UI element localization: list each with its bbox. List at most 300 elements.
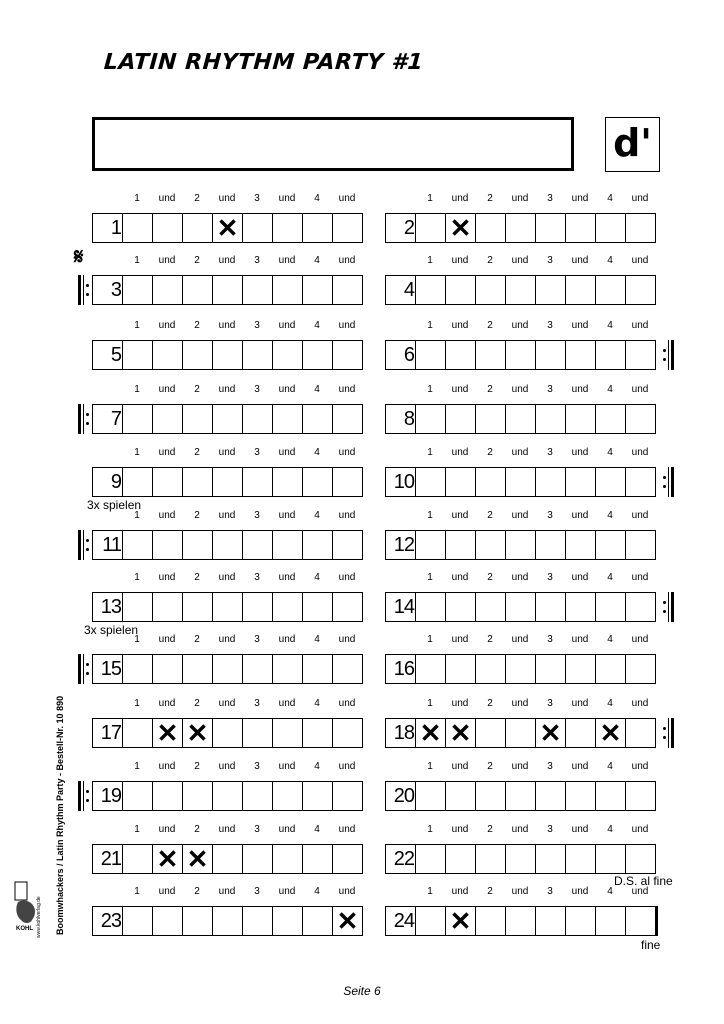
beat-cell[interactable]: [152, 654, 182, 684]
beat-label: und: [631, 824, 649, 835]
beat-cell[interactable]: [332, 275, 363, 305]
beat-label: und: [338, 698, 356, 709]
beat-label: 4: [314, 761, 320, 772]
beat-cell[interactable]: [272, 340, 302, 370]
beat-cell[interactable]: [332, 530, 363, 560]
bar-number: 7: [92, 404, 122, 434]
beat-cell[interactable]: [475, 592, 505, 622]
beat-cell[interactable]: [595, 592, 625, 622]
beat-cell[interactable]: [242, 654, 272, 684]
beat-cell[interactable]: [625, 213, 656, 243]
beat-cell[interactable]: [565, 530, 595, 560]
beat-cell[interactable]: [212, 844, 242, 874]
beat-cell[interactable]: [565, 906, 595, 936]
beat-cell[interactable]: [595, 844, 625, 874]
beat-cell[interactable]: [332, 340, 363, 370]
beat-cell[interactable]: [625, 467, 656, 497]
beat-cell[interactable]: [505, 213, 535, 243]
beat-cell[interactable]: [535, 654, 565, 684]
beat-label: 1: [134, 761, 140, 772]
beat-cell[interactable]: [122, 275, 152, 305]
bar-number: 12: [385, 530, 415, 560]
beat-cell[interactable]: [625, 906, 658, 936]
beat-cell[interactable]: [475, 340, 505, 370]
beat-cell[interactable]: [242, 592, 272, 622]
beat-cell[interactable]: [415, 467, 445, 497]
beat-cell-hit[interactable]: ✕: [535, 718, 565, 748]
beat-cell[interactable]: [505, 654, 535, 684]
beat-cell[interactable]: [595, 340, 625, 370]
beat-label: 4: [314, 824, 320, 835]
beat-label: 2: [194, 447, 200, 458]
beat-cell[interactable]: [595, 530, 625, 560]
beat-cell[interactable]: [182, 275, 212, 305]
beat-cell[interactable]: [332, 213, 363, 243]
beat-cell[interactable]: [122, 718, 152, 748]
beat-label: und: [158, 698, 176, 709]
logo-url: www.kohlverlag.de: [36, 896, 42, 938]
beat-cell[interactable]: [595, 467, 625, 497]
beat-cell[interactable]: [505, 592, 535, 622]
beat-cell[interactable]: [475, 718, 505, 748]
beat-label: und: [338, 384, 356, 395]
beat-cell[interactable]: [625, 275, 656, 305]
beat-label: und: [278, 447, 296, 458]
beat-cell[interactable]: [475, 844, 505, 874]
beat-label: 3: [547, 320, 553, 331]
beat-cell[interactable]: [302, 340, 332, 370]
beat-cell[interactable]: [122, 781, 152, 811]
beat-cell[interactable]: [475, 906, 505, 936]
beat-label: und: [158, 384, 176, 395]
beat-label: und: [511, 761, 529, 772]
beat-label: 3: [254, 761, 260, 772]
beat-label: und: [631, 761, 649, 772]
beat-cell[interactable]: [122, 844, 152, 874]
beat-label: und: [451, 510, 469, 521]
beat-cell[interactable]: [625, 592, 656, 622]
beat-cell[interactable]: [505, 340, 535, 370]
beat-cell[interactable]: [445, 275, 475, 305]
beat-cell[interactable]: [332, 404, 363, 434]
beat-cell[interactable]: [625, 654, 656, 684]
beat-cell[interactable]: [182, 781, 212, 811]
beat-cell[interactable]: [272, 592, 302, 622]
beat-cell[interactable]: [122, 404, 152, 434]
beat-label: 2: [194, 384, 200, 395]
beat-cell[interactable]: [182, 404, 212, 434]
beat-cell-hit[interactable]: ✕: [445, 718, 475, 748]
beat-cell[interactable]: [475, 530, 505, 560]
beat-cell[interactable]: [445, 654, 475, 684]
beat-label: und: [571, 510, 589, 521]
beat-cell[interactable]: [595, 654, 625, 684]
beat-cell[interactable]: [332, 781, 363, 811]
beat-cell[interactable]: [212, 340, 242, 370]
beat-label: 1: [427, 193, 433, 204]
bar-number: 18: [385, 718, 415, 748]
beat-cell[interactable]: [535, 467, 565, 497]
beat-label: und: [218, 572, 236, 583]
bar-number: 3: [92, 275, 122, 305]
beat-label: 3: [254, 320, 260, 331]
beat-cell[interactable]: [272, 654, 302, 684]
beat-cell[interactable]: [212, 718, 242, 748]
beat-cell[interactable]: [565, 340, 595, 370]
beat-cell[interactable]: [302, 654, 332, 684]
beat-label: 4: [607, 572, 613, 583]
beat-cell[interactable]: [272, 404, 302, 434]
beat-cell[interactable]: [302, 718, 332, 748]
beat-cell[interactable]: [505, 718, 535, 748]
beat-label: 2: [194, 761, 200, 772]
rhythm-bar: [385, 530, 656, 560]
beat-cell[interactable]: [535, 844, 565, 874]
beat-cell[interactable]: [272, 844, 302, 874]
beat-label: 1: [134, 320, 140, 331]
beat-label: und: [338, 447, 356, 458]
beat-cell[interactable]: [242, 275, 272, 305]
beat-label: 2: [194, 698, 200, 709]
beat-label: und: [571, 824, 589, 835]
beat-cell[interactable]: [535, 781, 565, 811]
beat-label: 3: [254, 255, 260, 266]
beat-cell[interactable]: [302, 467, 332, 497]
beat-cell[interactable]: [212, 467, 242, 497]
repeat-end-sign: [662, 340, 674, 370]
beat-label: und: [278, 698, 296, 709]
beat-cell[interactable]: [182, 654, 212, 684]
beat-label: 1: [134, 698, 140, 709]
beat-label: 2: [487, 572, 493, 583]
beat-label: 4: [314, 447, 320, 458]
beat-label: 3: [547, 824, 553, 835]
beat-label: 1: [427, 447, 433, 458]
beat-label: 2: [487, 447, 493, 458]
beat-label: 2: [194, 510, 200, 521]
beat-cell[interactable]: [445, 404, 475, 434]
beat-cell[interactable]: [505, 530, 535, 560]
beat-label: 2: [487, 886, 493, 897]
beat-cell[interactable]: [182, 530, 212, 560]
beat-cell[interactable]: [272, 718, 302, 748]
beat-label: und: [451, 761, 469, 772]
rhythm-bar: [385, 213, 656, 243]
beat-cell[interactable]: [445, 530, 475, 560]
beat-label: und: [218, 320, 236, 331]
beat-cell-hit[interactable]: ✕: [595, 718, 625, 748]
beat-label: und: [451, 886, 469, 897]
beat-label: 3: [254, 572, 260, 583]
beat-label: und: [338, 255, 356, 266]
beat-label: 1: [427, 572, 433, 583]
beat-cell[interactable]: [212, 654, 242, 684]
beat-cell[interactable]: [475, 275, 505, 305]
beat-cell[interactable]: [182, 340, 212, 370]
beat-label: 1: [134, 634, 140, 645]
segno-icon: 𝄋: [74, 244, 84, 269]
beat-cell[interactable]: [415, 213, 445, 243]
beat-cell[interactable]: [242, 781, 272, 811]
rhythm-bar: [92, 781, 363, 811]
beat-cell[interactable]: [475, 467, 505, 497]
beat-cell[interactable]: [565, 654, 595, 684]
beat-cell[interactable]: [475, 781, 505, 811]
beat-cell[interactable]: [122, 530, 152, 560]
beat-cell[interactable]: [182, 592, 212, 622]
beat-cell[interactable]: [505, 404, 535, 434]
beat-cell[interactable]: [565, 592, 595, 622]
beat-cell[interactable]: [242, 213, 272, 243]
beat-cell[interactable]: [302, 906, 332, 936]
repeat-end-sign: [662, 592, 674, 622]
beat-cell[interactable]: [152, 906, 182, 936]
beat-label: und: [571, 572, 589, 583]
beat-cell[interactable]: [332, 844, 363, 874]
beat-cell[interactable]: [445, 467, 475, 497]
beat-label: 2: [487, 634, 493, 645]
beat-cell[interactable]: [505, 467, 535, 497]
beat-cell[interactable]: [565, 467, 595, 497]
beat-cell[interactable]: [332, 467, 363, 497]
repeat-start-sign: [78, 654, 90, 684]
name-field-box: [92, 117, 574, 171]
beat-cell[interactable]: [535, 404, 565, 434]
beat-label: und: [631, 447, 649, 458]
beat-cell[interactable]: [182, 213, 212, 243]
beat-cell[interactable]: [625, 844, 656, 874]
beat-cell[interactable]: [445, 781, 475, 811]
beat-cell[interactable]: [152, 340, 182, 370]
beat-cell[interactable]: [272, 781, 302, 811]
rhythm-bar: [385, 467, 656, 497]
beat-label: 3: [547, 698, 553, 709]
beat-cell[interactable]: [122, 592, 152, 622]
beat-label: 4: [314, 193, 320, 204]
beat-cell[interactable]: [302, 530, 332, 560]
beat-cell[interactable]: [475, 404, 505, 434]
beat-cell[interactable]: [565, 404, 595, 434]
beat-cell[interactable]: [535, 592, 565, 622]
beat-cell-hit[interactable]: ✕: [445, 906, 475, 936]
beat-cell[interactable]: [242, 718, 272, 748]
beat-label: 4: [314, 255, 320, 266]
beat-label: und: [631, 698, 649, 709]
beat-cell[interactable]: [242, 340, 272, 370]
bar-number: 15: [92, 654, 122, 684]
beat-cell[interactable]: [302, 781, 332, 811]
beat-cell[interactable]: [565, 844, 595, 874]
beat-cell-hit[interactable]: ✕: [415, 718, 445, 748]
beat-cell[interactable]: [302, 592, 332, 622]
beat-label: und: [218, 698, 236, 709]
bar-number: 1: [92, 213, 122, 243]
beat-label: 1: [427, 255, 433, 266]
beat-label: und: [451, 320, 469, 331]
beat-cell[interactable]: [152, 404, 182, 434]
beat-label: 1: [427, 761, 433, 772]
beat-label: und: [631, 384, 649, 395]
beat-cell[interactable]: [415, 906, 445, 936]
bar-number: 23: [92, 906, 122, 936]
beat-label: 4: [314, 634, 320, 645]
beat-cell[interactable]: [122, 213, 152, 243]
beat-cell[interactable]: [242, 844, 272, 874]
beat-cell-hit[interactable]: ✕: [332, 906, 363, 936]
beat-cell[interactable]: [332, 592, 363, 622]
beat-cell[interactable]: [152, 781, 182, 811]
beat-cell[interactable]: [212, 530, 242, 560]
beat-label: und: [218, 447, 236, 458]
beat-cell[interactable]: [415, 592, 445, 622]
beat-label: 3: [254, 510, 260, 521]
beat-label: 3: [254, 193, 260, 204]
beat-cell[interactable]: [505, 781, 535, 811]
beat-label: und: [511, 193, 529, 204]
beat-cell[interactable]: [565, 213, 595, 243]
beat-label: und: [338, 510, 356, 521]
beat-cell[interactable]: [565, 718, 595, 748]
beat-cell[interactable]: [415, 275, 445, 305]
beat-cell[interactable]: [625, 404, 656, 434]
beat-cell[interactable]: [272, 906, 302, 936]
beat-cell[interactable]: [415, 404, 445, 434]
beat-cell[interactable]: [212, 906, 242, 936]
beat-cell[interactable]: [242, 906, 272, 936]
beat-label: 2: [194, 886, 200, 897]
beat-cell[interactable]: [272, 530, 302, 560]
beat-label: 1: [134, 510, 140, 521]
page-title: LATIN RHYTHM PARTY #1: [103, 50, 425, 75]
beat-cell[interactable]: [535, 213, 565, 243]
beat-cell-hit[interactable]: ✕: [182, 844, 212, 874]
beat-cell[interactable]: [212, 781, 242, 811]
beat-cell[interactable]: [445, 340, 475, 370]
beat-cell[interactable]: [242, 467, 272, 497]
rhythm-bar: [92, 275, 363, 305]
beat-cell[interactable]: [182, 906, 212, 936]
beat-cell[interactable]: [415, 340, 445, 370]
beat-cell[interactable]: [625, 781, 656, 811]
beat-cell[interactable]: [332, 718, 363, 748]
beat-label: 3: [254, 634, 260, 645]
beat-cell[interactable]: [212, 592, 242, 622]
beat-cell[interactable]: [152, 213, 182, 243]
beat-label: und: [218, 193, 236, 204]
beat-label: und: [278, 572, 296, 583]
beat-cell[interactable]: [595, 906, 625, 936]
beat-cell[interactable]: [475, 654, 505, 684]
beat-cell[interactable]: [415, 844, 445, 874]
beat-cell[interactable]: [595, 213, 625, 243]
beat-cell[interactable]: [242, 404, 272, 434]
beat-cell-hit[interactable]: ✕: [212, 213, 242, 243]
beat-cell[interactable]: [212, 275, 242, 305]
rhythm-bar: [92, 404, 363, 434]
beat-cell[interactable]: [565, 275, 595, 305]
beat-cell[interactable]: [242, 530, 272, 560]
beat-cell[interactable]: [595, 275, 625, 305]
beat-cell[interactable]: [302, 213, 332, 243]
beat-label: 3: [547, 761, 553, 772]
beat-label: und: [158, 824, 176, 835]
beat-cell[interactable]: [152, 467, 182, 497]
beat-label: und: [631, 886, 649, 897]
bar-number: 2: [385, 213, 415, 243]
beat-label: 2: [487, 193, 493, 204]
beat-cell[interactable]: [415, 654, 445, 684]
beat-cell[interactable]: [272, 275, 302, 305]
beat-cell[interactable]: [505, 844, 535, 874]
beat-label: 4: [314, 320, 320, 331]
beat-label: 4: [314, 698, 320, 709]
beat-cell[interactable]: [625, 530, 656, 560]
beat-label: und: [158, 193, 176, 204]
beat-cell-hit[interactable]: ✕: [152, 844, 182, 874]
beat-cell[interactable]: [122, 906, 152, 936]
beat-cell[interactable]: [182, 467, 212, 497]
beat-cell[interactable]: [302, 844, 332, 874]
beat-label: 1: [134, 886, 140, 897]
beat-label: und: [338, 634, 356, 645]
beat-cell[interactable]: [332, 654, 363, 684]
beat-cell-hit[interactable]: ✕: [182, 718, 212, 748]
beat-label: 4: [607, 384, 613, 395]
beat-cell[interactable]: [272, 467, 302, 497]
beat-label: und: [571, 447, 589, 458]
beat-cell[interactable]: [505, 906, 535, 936]
rhythm-bar: [92, 467, 363, 497]
beat-cell[interactable]: [415, 781, 445, 811]
beat-label: und: [158, 572, 176, 583]
beat-cell[interactable]: [152, 530, 182, 560]
beat-cell[interactable]: [565, 781, 595, 811]
beat-cell[interactable]: [152, 275, 182, 305]
beat-cell[interactable]: [595, 404, 625, 434]
beat-cell-hit[interactable]: ✕: [445, 213, 475, 243]
beat-cell[interactable]: [625, 718, 656, 748]
beat-cell[interactable]: [535, 275, 565, 305]
beat-cell[interactable]: [445, 592, 475, 622]
beat-cell-hit[interactable]: ✕: [152, 718, 182, 748]
repeat-end-sign: [662, 467, 674, 497]
beat-cell[interactable]: [535, 530, 565, 560]
bar-number: 6: [385, 340, 415, 370]
beat-label: und: [511, 320, 529, 331]
beat-label: und: [278, 384, 296, 395]
beat-label: 2: [487, 384, 493, 395]
beat-cell[interactable]: [535, 340, 565, 370]
beat-cell[interactable]: [535, 906, 565, 936]
beat-cell[interactable]: [475, 213, 505, 243]
beat-cell[interactable]: [415, 530, 445, 560]
beat-cell[interactable]: [445, 844, 475, 874]
beat-cell[interactable]: [505, 275, 535, 305]
note-label: d': [613, 120, 652, 165]
beat-cell[interactable]: [595, 781, 625, 811]
beat-cell[interactable]: [122, 654, 152, 684]
beat-cell[interactable]: [122, 340, 152, 370]
beat-label: 3: [547, 255, 553, 266]
beat-cell[interactable]: [152, 592, 182, 622]
beat-cell[interactable]: [302, 275, 332, 305]
beat-cell[interactable]: [302, 404, 332, 434]
beat-cell[interactable]: [122, 467, 152, 497]
beat-cell[interactable]: [272, 213, 302, 243]
beat-label: und: [511, 634, 529, 645]
beat-cell[interactable]: [212, 404, 242, 434]
beat-cell[interactable]: [625, 340, 656, 370]
